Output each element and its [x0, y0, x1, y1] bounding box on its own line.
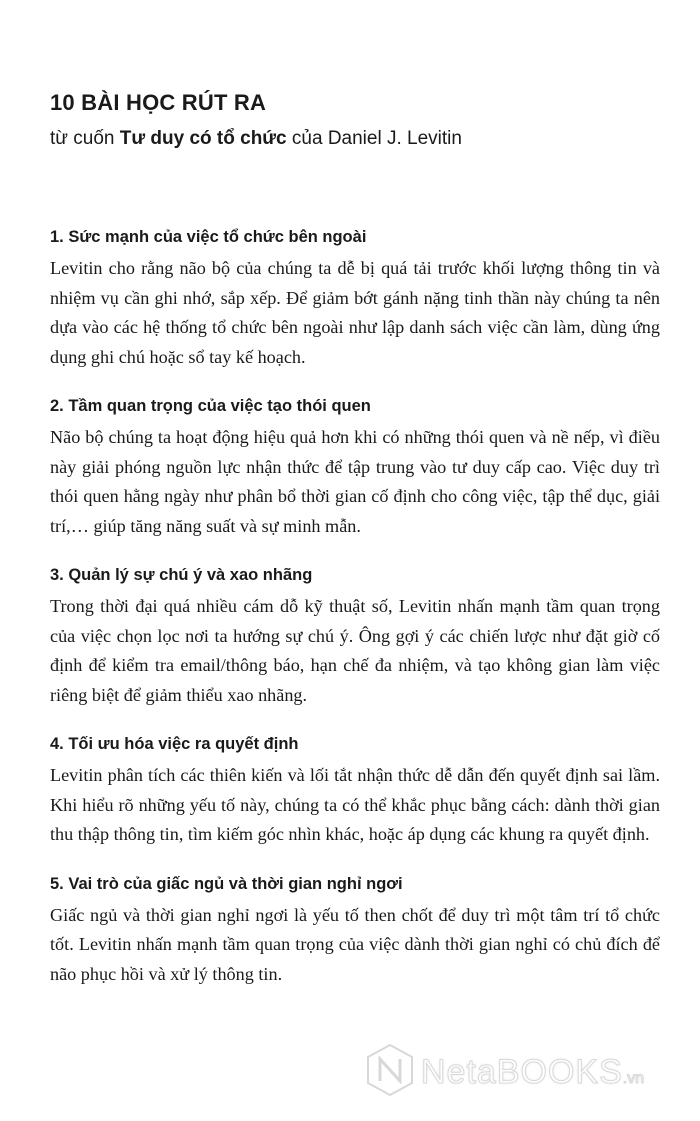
lesson-body: Levitin phân tích các thiên kiến và lối tắt nhận thức dễ dẫn đến quyết định sai lầm. Khi hiểu rõ những yếu tố này, chúng ta có thể khắc phục bằng cách: dành thời gian thu thập thông tin, tìm kiếm góc nhìn khác, hoặc áp dụng các khung ra quyết định. [50, 765, 660, 844]
page-title: 10 BÀI HỌC RÚT RA [50, 90, 267, 115]
lesson-section [50, 393, 660, 541]
book-title: Tư duy có tổ chức [119, 128, 287, 149]
lesson-body: Trong thời đại quá nhiều cám dỗ kỹ thuật số, Levitin nhấn mạnh tầm quan trọng của việc chọn lọc nơi ta hướng sự chú ý. Ông gợi ý các chiến lược như đặt giờ cố định để kiểm tra email/thông báo, hạn chế đa nhiệm, và tạo không gian làm việc riêng biệt để giảm thiểu xao nhãng. [50, 596, 660, 705]
lesson-heading: 3. Quản lý sự chú ý và xao nhãng [50, 566, 313, 584]
lesson-section [50, 871, 660, 990]
watermark-brand: NetaBOOKS [421, 1053, 623, 1091]
page-subtitle [50, 128, 462, 150]
lesson-heading: 4. Tối ưu hóa việc ra quyết định [50, 735, 299, 753]
watermark-text [421, 1053, 644, 1092]
watermark-suffix: .vn [622, 1070, 645, 1087]
lesson-body: Levitin cho rằng não bộ của chúng ta dễ bị quá tải trước khối lượng thông tin và nhiệm vụ cần ghi nhớ, sắp xếp. Để giảm bớt gánh nặng tinh thần này chúng ta nên dựa vào các hệ thống tổ chức bên ngoài như lập danh sách việc cần làm, dùng ứng dụng ghi chú hoặc sổ tay kế hoạch. [50, 258, 660, 367]
lesson-heading: 2. Tầm quan trọng của việc tạo thói quen [50, 397, 371, 415]
subtitle-suffix: của Daniel J. Levitin [286, 128, 462, 149]
lesson-section [50, 731, 660, 850]
netabooks-watermark [365, 1043, 644, 1102]
lesson-heading: 1. Sức mạnh của việc tổ chức bên ngoài [50, 228, 367, 246]
lesson-body: Não bộ chúng ta hoạt động hiệu quả hơn khi có những thói quen và nề nếp, vì điều này giải phóng nguồn lực nhận thức để tập trung vào tư duy cấp cao. Việc duy trì thói quen hằng ngày như phân bổ thời gian cố định cho công việc, tập thể dục, giải trí,… giúp tăng năng suất và sự minh mẫn. [50, 427, 660, 536]
netabooks-logo-icon [365, 1043, 415, 1102]
lesson-section [50, 562, 660, 710]
subtitle-prefix: từ cuốn [50, 128, 120, 149]
lessons-list [50, 224, 660, 1010]
lesson-body: Giấc ngủ và thời gian nghỉ ngơi là yếu tố then chốt để duy trì một tâm trí tổ chức tốt. Levitin nhấn mạnh tầm quan trọng của việc dành thời gian nghỉ có chủ đích để não phục hồi và xử lý thông tin. [50, 904, 660, 984]
lesson-heading: 5. Vai trò của giấc ngủ và thời gian nghỉ ngơi [50, 874, 403, 893]
lesson-section [50, 224, 660, 372]
